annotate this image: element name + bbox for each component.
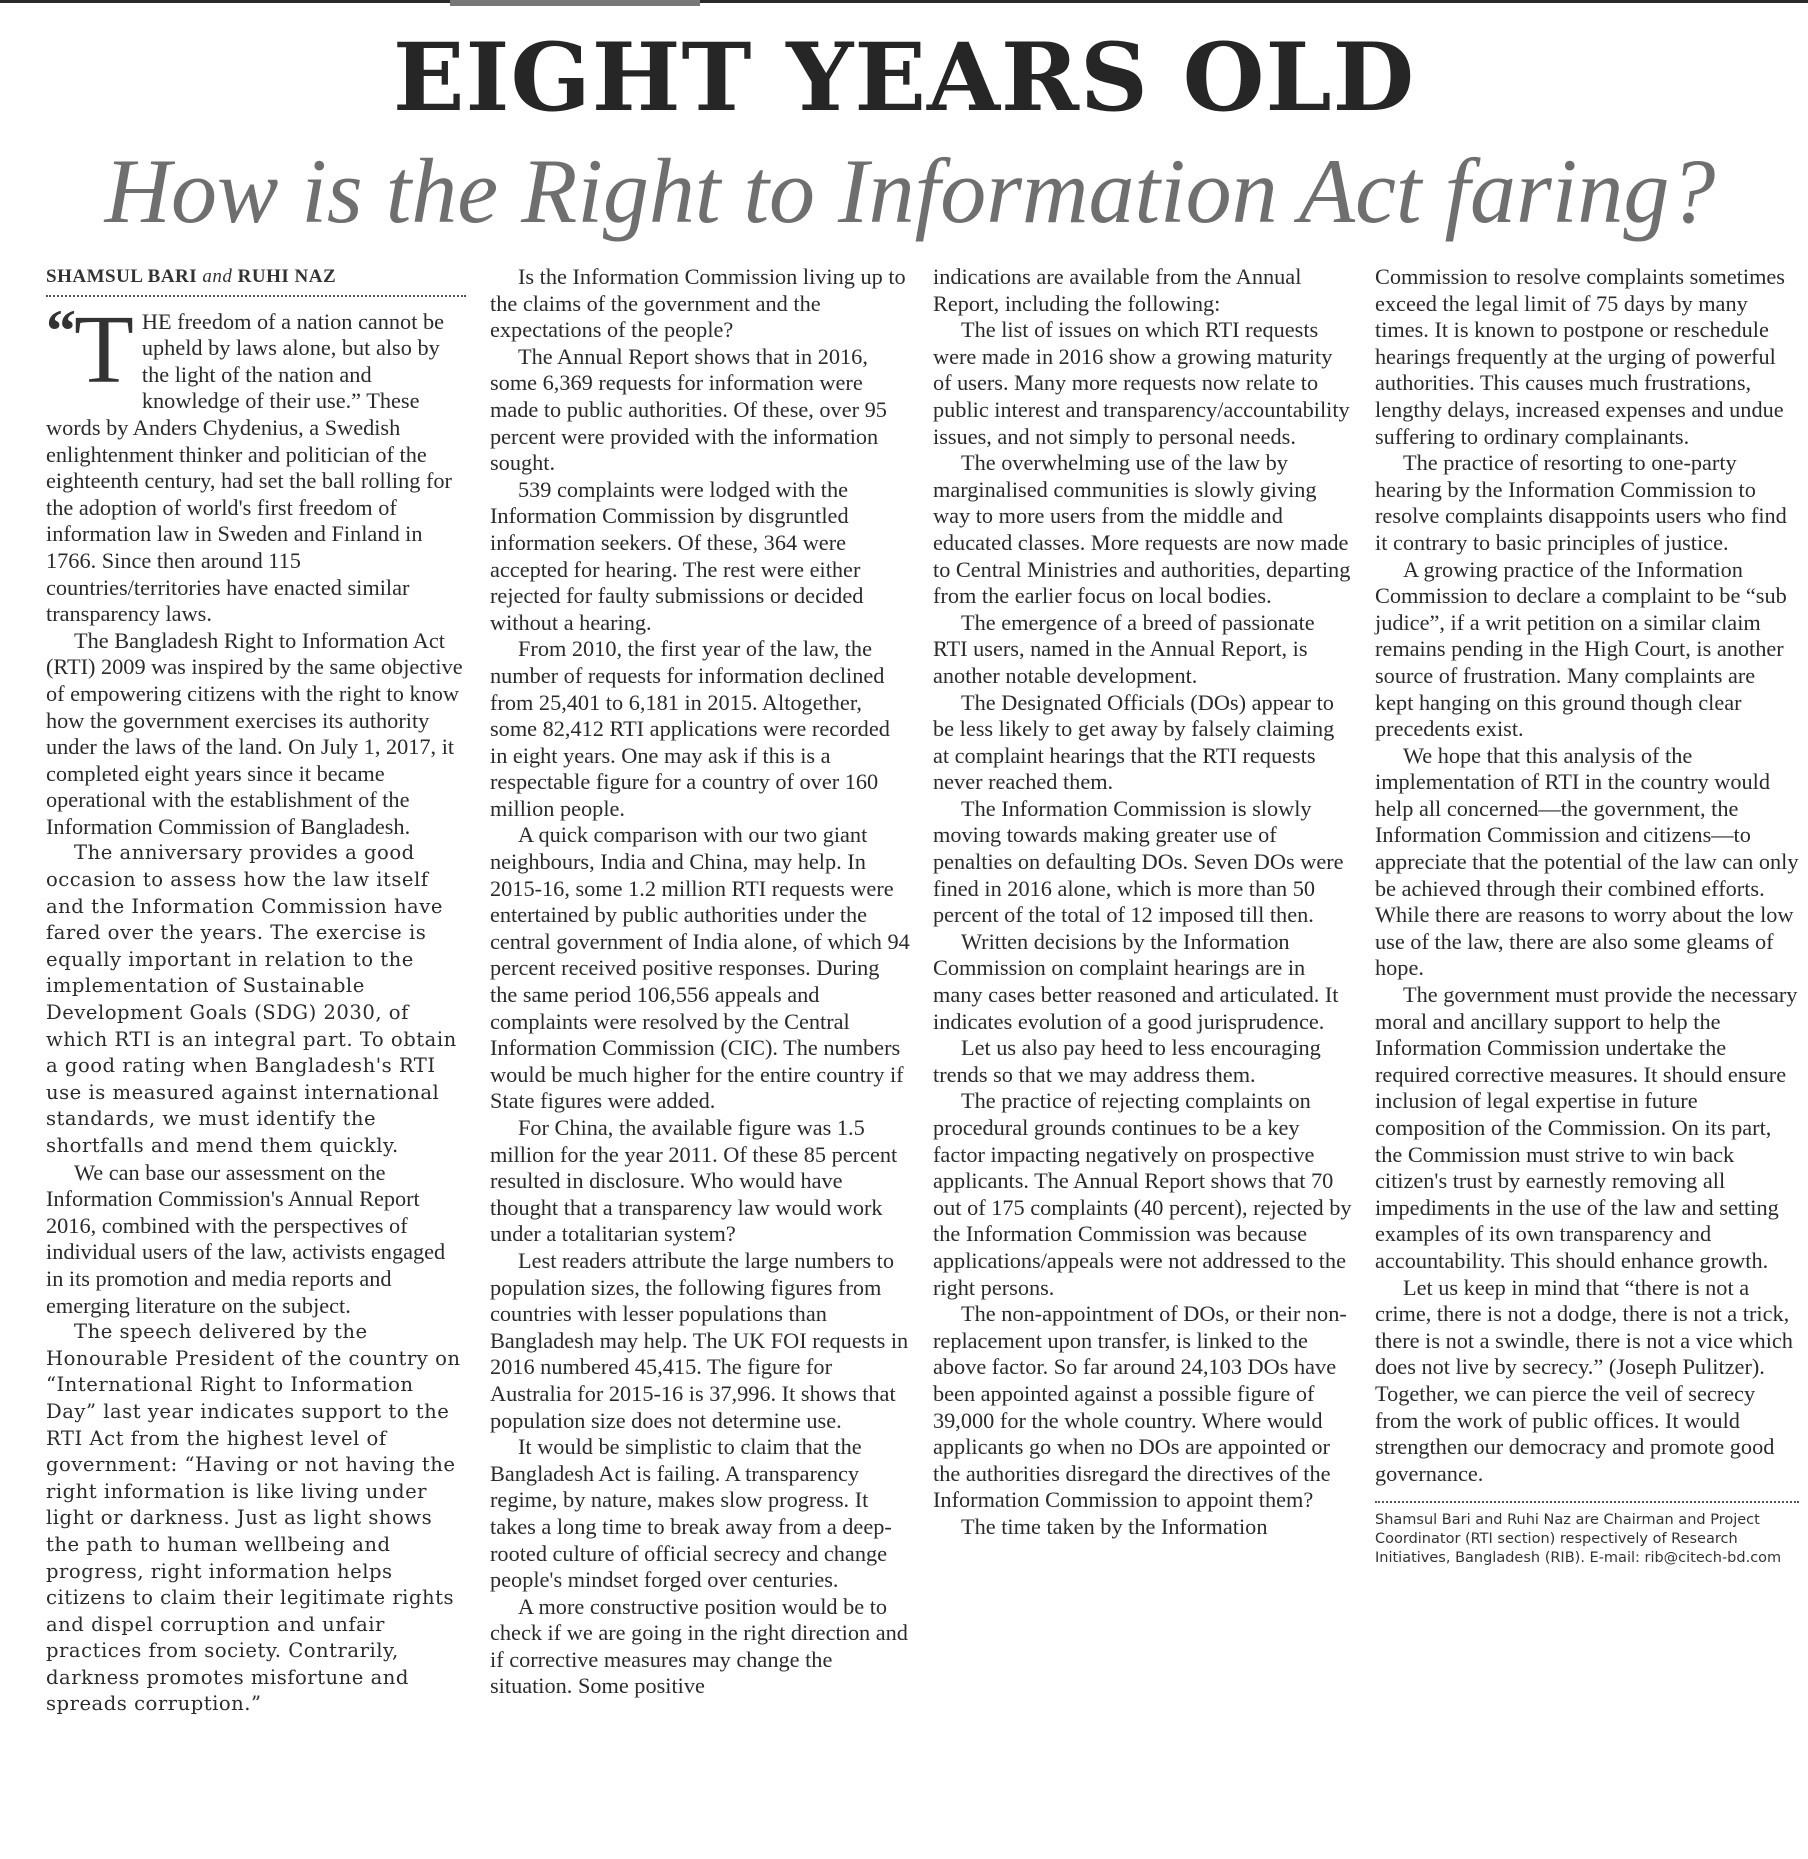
- drop-cap: T: [74, 295, 134, 404]
- paragraph: The practice of rejecting complaints on procedural grounds continues to be a key factor impacting negatively on prospective applicants. The Annual Report shows that 70 out of 175 complaints (40 percent), rejected by the Information Commission was because applications/appeals were not addressed to the right persons.: [933, 1088, 1352, 1300]
- paragraph: Is the Information Commission living up to the claims of the government and the expectations of the people?: [490, 264, 906, 343]
- paragraph: The anniversary provides a good occasion to assess how the law itself and the Information Commission have fared over the years. The exercise is equally important in relation to the implementation of Sustainable Development Goals (SDG) 2030, of which RTI is an integral part. To obtain a good rating when Bangladesh's RTI use is measured against international standards, we must identify the shortfalls and mend them quickly.: [46, 841, 457, 1157]
- paragraph: The government must provide the necessary moral and ancillary support to help the Information Commission undertake the required corrective measures. It should ensure inclusion of legal expertise in future composition of the Commission. On its part, the Commission must strive to win back citizen's trust by earnestly removing all impediments in the use of the law and setting examples of its own transparency and accountability. This should enhance growth.: [1375, 982, 1798, 1273]
- paragraph: The practice of resorting to one-party hearing by the Information Commission to resolve complaints disappoints users who find it contrary to basic principles of justice.: [1375, 450, 1787, 555]
- paragraph: Lest readers attribute the large numbers to population sizes, the following figures from countries with lesser populations than Bangladesh may help. The UK FOI requests in 2016 numbered 45,415. The figure for Australia for 2015-16 is 37,996. It shows that population size does not determine use.: [490, 1247, 909, 1433]
- paragraph: The Bangladesh Right to Information Act (RTI) 2009 was inspired by the same objective of empowering citizens with the right to know how the government exercises its authority under the laws of the land. On July 1, 2017, it completed eight years since it became operational with the establishment of the Information Commission of Bangladesh.: [46, 627, 463, 839]
- byline-connector: and: [202, 266, 233, 287]
- paragraph: The list of issues on which RTI requests were made in 2016 show a growing maturity of users. Many more requests now relate to public interest and transparency/accountability issues, and not simply to personal needs.: [933, 317, 1350, 449]
- paragraph: From 2010, the first year of the law, the number of requests for information declined from 25,401 to 6,181 in 2015. Altogether, some 82,412 RTI applications were recorded in eight years. One may ask if this is a respectable figure for a country of over 160 million people.: [490, 636, 890, 821]
- paragraph: For China, the available figure was 1.5 million for the year 2011. Of these 85 percent resulted in disclosure. Who would have thought that a transparency law would work under a totalitarian system?: [490, 1115, 898, 1247]
- article-column-1: [46, 264, 466, 1718]
- headline: EIGHT YEARS OLD: [392, 23, 1416, 133]
- paragraph: The Information Commission is slowly moving towards making greater use of penalties on defaulting DOs. Seven DOs were fined in 2016 alone, which is more than 50 percent of the total of 12 imposed till then.: [933, 795, 1344, 928]
- opening-quote-mark: “: [46, 297, 76, 364]
- paragraph: The Designated Officials (DOs) appear to be less likely to get away by falsely claiming at complaint hearings that the RTI requests never reached them.: [933, 689, 1335, 795]
- article-column-2: [490, 264, 910, 1700]
- paragraph: The non-appointment of DOs, or their non-replacement upon transfer, is linked to the above factor. So far around 24,103 DOs have been appointed against a possible figure of 39,000 for the whole country. Where would applicants go when no DOs are appointed or the authorities disregard the directives of the Information Commission to appoint them?: [933, 1301, 1347, 1513]
- article-column-3: [933, 264, 1353, 1541]
- article-column-4: [1375, 264, 1799, 1568]
- footnote-rule: [1375, 1501, 1799, 1568]
- paragraph: We can base our assessment on the Information Commission's Annual Report 2016, combined with the perspectives of individual users of the law, activists engaged in its promotion and media reports and emerging literature on the subject.: [46, 1159, 446, 1318]
- author-1: SHAMSUL BARI: [46, 266, 198, 287]
- paragraph: We hope that this analysis of the implementation of RTI in the country would help all concerned—the government, the Information Commission and citizens—to appreciate that the potential of the law can only be achieved through their combined efforts. While there are reasons to worry about the low use of the law, there are also some gleams of hope.: [1375, 742, 1799, 981]
- paragraph: The emergence of a breed of passionate RTI users, named in the Annual Report, is another notable development.: [933, 609, 1315, 688]
- paragraph: A quick comparison with our two giant neighbours, India and China, may help. In 2015-16, some 1.2 million RTI requests were entertained by public authorities under the central government of India alone, of which 94 percent received positive responses. During the same period 106,556 appeals and complaints were resolved by the Central Information Commission (CIC). The numbers would be much higher for the entire country if State figures were added.: [490, 822, 910, 1114]
- paragraph: The speech delivered by the Honourable President of the country on “International Right to Information Day” last year indicates support to the RTI Act from the highest level of government: “Having or not having the right information is like living under light or darkness. Just as light shows the path to human wellbeing and progress, right information helps citizens to claim their legitimate rights and dispel corruption and unfair practices from society. Contrarily, darkness promotes misfortune and spreads corruption.”: [46, 1320, 461, 1716]
- paragraph: 539 complaints were lodged with the Information Commission by disgruntled information seekers. Of these, 364 were accepted for hearing. The rest were either rejected for faulty submissions or decided without a hearing.: [490, 476, 864, 635]
- paragraph: It would be simplistic to claim that the Bangladesh Act is failing. A transparency regime, by nature, makes slow progress. It takes a long time to break away from a deep-rooted culture of official secrecy and change people's mindset forged over centuries.: [490, 1434, 892, 1593]
- author-2: RUHI NAZ: [237, 266, 337, 287]
- paragraph: A growing practice of the Information Commission to declare a complaint to be “sub judice”, if a writ petition on a similar claim remains pending in the High Court, is another source of frustration. Many complaints are kept hanging on this ground though clear precedents exist.: [1375, 556, 1787, 742]
- subheadline: How is the Right to Information Act faring?: [104, 140, 1716, 242]
- paragraph: A more constructive position would be to check if we are going in the right direction and if corrective measures may change the situation. Some positive: [490, 1593, 908, 1699]
- author-footnote: Shamsul Bari and Ruhi Naz are Chairman and Project Coordinator (RTI section) respectively of Research Initiatives, Bangladesh (RIB). E-mail: rib@citech-bd.com: [1375, 1512, 1782, 1567]
- top-rule: [0, 0, 1808, 3]
- paragraph: The overwhelming use of the law by marginalised communities is slowly giving way to more users from the middle and educated classes. More requests are now made to Central Ministries and authorities, departing from the earlier focus on local bodies.: [933, 450, 1351, 609]
- paragraph: Let us keep in mind that “there is not a crime, there is not a dodge, there is not a trick, there is not a swindle, there is not a vice which does not live by secrecy.” (Joseph Pulitzer). Together, we can pierce the veil of secrecy from the work of public offices. It would strengthen our democracy and promote good governance.: [1375, 1274, 1793, 1486]
- section-tab: [450, 0, 700, 6]
- paragraph: indications are available from the Annual Report, including the following:: [933, 264, 1302, 316]
- paragraph: Commission to resolve complaints sometimes exceed the legal limit of 75 days by many times. It is known to postpone or reschedule hearings frequently at the urging of powerful authorities. This causes much frustrations, lengthy delays, increased expenses and undue suffering to ordinary complainants.: [1375, 264, 1785, 449]
- lead-paragraph-text: HE freedom of a nation cannot be upheld by laws alone, but also by the light of the nation and knowledge of their use.” These words by Anders Chydenius, a Swedish enlightenment thinker and politician of the eighteenth century, had set the ball rolling for the adoption of world's first freedom of information law in Sweden and Finland in 1766. Since then around 115 countries/territories have enacted similar transparency laws.: [46, 308, 452, 627]
- byline: [46, 264, 466, 297]
- paragraph: Let us also pay heed to less encouraging trends so that we may address them.: [933, 1035, 1321, 1087]
- lead-paragraph: [46, 295, 466, 628]
- paragraph: Written decisions by the Information Commission on complaint hearings are in many cases better reasoned and articulated. It indicates evolution of a good jurisprudence.: [933, 928, 1339, 1034]
- paragraph: The Annual Report shows that in 2016, some 6,369 requests for information were made to public authorities. Of these, over 95 percent were provided with the information sought.: [490, 343, 887, 476]
- paragraph: The time taken by the Information: [961, 1513, 1268, 1539]
